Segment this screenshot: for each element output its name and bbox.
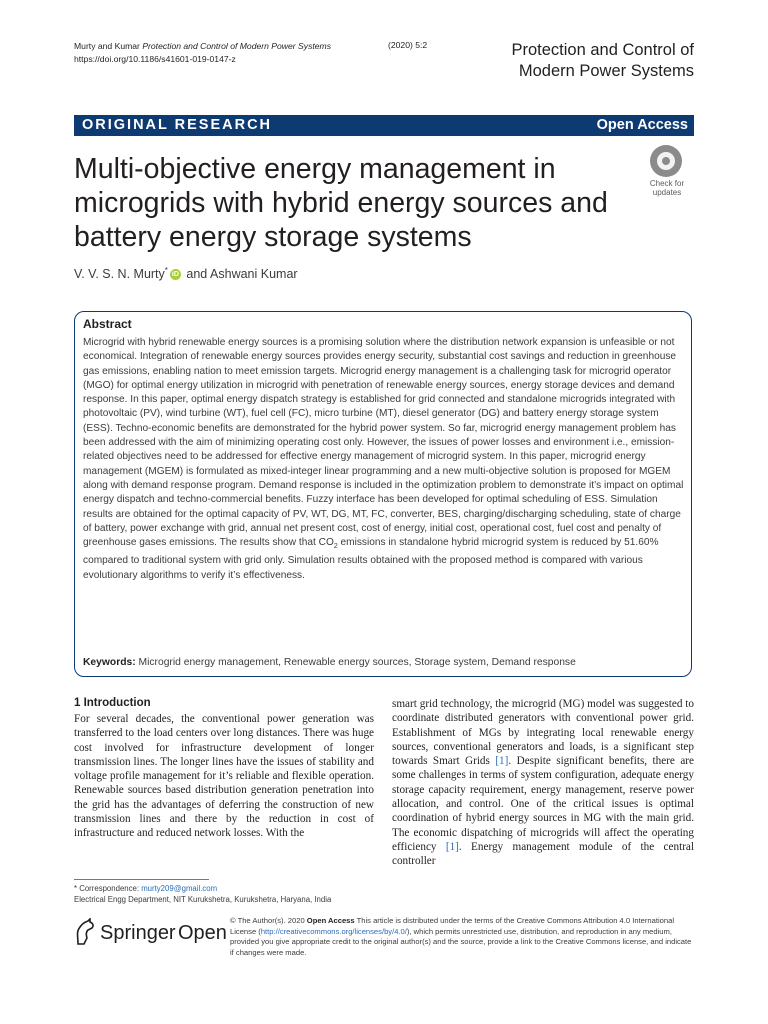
citation-link[interactable]: [1] xyxy=(495,755,509,768)
header-authors: Murty and Kumar xyxy=(74,41,140,51)
journal-name xyxy=(454,40,694,82)
journal-name-line2: Modern Power Systems xyxy=(518,62,694,80)
orcid-icon[interactable]: iD xyxy=(171,271,179,279)
header-year-issue: (2020) 5:2 xyxy=(388,40,428,50)
springer-wordmark: Springer xyxy=(100,922,176,944)
citation-link[interactable]: [1] xyxy=(445,840,459,853)
check-for-updates-badge[interactable] xyxy=(640,145,694,201)
footnote-divider xyxy=(74,879,209,880)
license-text: © The Author(s). 2020 Open Access This article is distributed under the terms of the Creative Commons Attribution 4.0 International License (http://creativecommons.org/licenses/by/4.0/), which permits unrestricted use, distribution, and reproduction in any medium, provided you give appropriate credit to the original author(s) and the source, provide a link to the Creative Commons license, and indicate if changes were made. xyxy=(230,916,692,957)
email-link[interactable]: murty209@gmail.com xyxy=(141,884,218,893)
section-heading-introduction: 1 Introduction xyxy=(74,697,151,709)
article-title: Multi-objective energy management in microgrids with hybrid energy sources and battery energy storage systems xyxy=(74,153,608,253)
correspondence-label: * Correspondence: xyxy=(74,884,142,893)
author-list xyxy=(74,266,298,281)
author-joiner: and xyxy=(182,267,211,282)
keywords-list: Microgrid energy management, Renewable energy sources, Storage system, Demand response xyxy=(138,657,576,668)
corresponding-mark: * xyxy=(164,266,168,275)
abstract-box xyxy=(74,311,692,677)
footnote xyxy=(74,883,374,905)
article-type-banner xyxy=(74,115,694,136)
running-header xyxy=(74,40,374,66)
keywords xyxy=(83,657,685,668)
springer-open-logo[interactable] xyxy=(74,916,227,952)
license-open-access: Open Access xyxy=(306,916,355,925)
abstract-text: Microgrid with hybrid renewable energy sources is a promising solution where the distribution network expansion is unfeasible or not economical. Integration of renewable energy sources provides energy security, substantial cost savings and reduction in greenhouse gas emissions, enabling nation to meet emission targets. Microgrid energy management is a challenging task for microgrid operator (MGO) for optimal energy utilization in microgrid with penetration of renewable energy sources, energy storage devices and demand response. In this paper, optimal energy dispatch strategy is established for grid connected and standalone microgrids integrated with photovoltaic (PV), wind turbine (WT), fuel cell (FC), micro turbine (MT), diesel generator (DG) and battery energy storage system (ESS). Techno-economic benefits are demonstrated for the hybrid power system. So far, microgrid energy management problem has been addressed with the aim of minimizing operating cost only. However, the issues of power losses and environment i.e., emission-related objectives need to be addressed for effective energy management of microgrid system. In this paper, microgrid energy management (MGEM) is formulated as mixed-integer linear programming and a new multi-objective solution is proposed for MGEM along with demand response program. Demand response is included in the optimization problem to demonstrate it’s impact on optimal energy dispatch and techno-commercial benefits. Fuzzy interface has been developed for optimal scheduling of ESS. Simulation results are obtained for the optimal capacity of PV, WT, DG, MT, FC, converter, BES, charging/discharging scheduling, state of charge of battery, power exchange with grid, annual net present cost, cost of energy, initial cost, operational cost, fuel cost and penalty of greenhouse gases emissions. The results show that $CO_2$ emissions in standalone hybrid microgrid system is reduced by 51.60% compared to traditional system with grid only. Simulation results obtained with the proposed method is compared with various evolutionary algorithms to verify it’s effectiveness. xyxy=(83,337,684,581)
check-updates-icon xyxy=(650,145,682,177)
author-name-2[interactable]: Ashwani Kumar xyxy=(210,267,298,282)
header-journal-italic: Protection and Control of Modern Power Systems xyxy=(142,41,331,51)
open-wordmark: Open xyxy=(178,922,227,944)
header-doi-link[interactable]: https://doi.org/10.1186/s41601-019-0147-z xyxy=(74,54,236,64)
article-type-label: ORIGINAL RESEARCH xyxy=(82,117,273,133)
intro-right-column: smart grid technology, the microgrid (MG) model was suggested to coordinate distributed generators with conventional power grid. Establishment of MGs by integrating local renewable energy sources, conventional generators and loads, is a significant step towards Smart Grids [1]. Despite significant benefits, there are some challenges in terms of system configuration, adequate energy storage capacity requirement, energy management, reserve power allocation, and control. One of the critical issues is optimal coordination of hybrid energy sources in MG with the main grid. The economic dispatching of microgrids will affect the operating efficiency [1]. Energy management module of the central controller xyxy=(392,698,694,868)
abstract-heading: Abstract xyxy=(83,317,132,331)
journal-name-line1: Protection and Control of xyxy=(511,41,694,59)
license-url-link[interactable]: http://creativecommons.org/licenses/by/4.0/ xyxy=(260,926,407,936)
check-updates-text: Check for updates xyxy=(649,179,685,197)
author-name[interactable]: V. V. S. N. Murty xyxy=(74,267,165,282)
open-access-label: Open Access xyxy=(596,117,688,133)
affiliation: Electrical Engg Department, NIT Kurukshetra, Kurukshetra, Haryana, India xyxy=(74,895,332,904)
springer-horse-icon xyxy=(74,918,96,946)
intro-left-column: For several decades, the conventional power generation was transferred to the load centers over long distances. There was huge cost involved for infrastructure development of longer transmission lines. The longer lines have the issues of stability and voltage profile management for it’s reliable and flexible operation. Renewable sources based distribution generation penetration into the grid has the advantages of deferring the construction of new transmission lines and there by the reduction in cost of infrastructure and reduced network losses. With the xyxy=(74,713,374,840)
keywords-label: Keywords: xyxy=(83,657,136,668)
